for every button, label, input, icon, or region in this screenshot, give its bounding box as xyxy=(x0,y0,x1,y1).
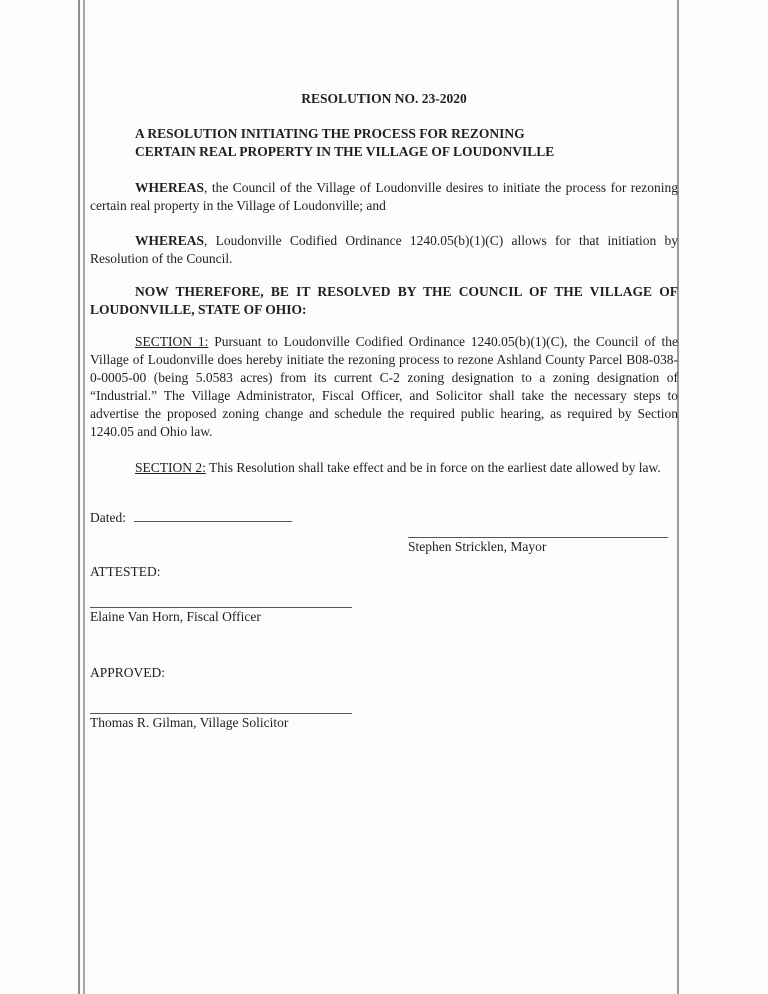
section-2-label: SECTION 2: xyxy=(135,459,206,475)
whereas-1-body: , the Council of the Village of Loudonville desires to initiate the process for rezoning certain real property in the Village of Loudonville; and xyxy=(90,180,678,213)
attested-label: ATTESTED: xyxy=(90,563,161,579)
section-1-body: Pursuant to Loudonville Codified Ordinance 1240.05(b)(1)(C), the Council of the Village of Loudonville does hereby initiate the rezoning process to rezone Ashland County Parcel B08-038-0-0005-00 (being 5.0583 acres) from its current C-2 zoning designation to a zoning designation of “Industrial.” The Village Administrator, Fiscal Officer, and Solicitor shall take the necessary steps to advertise the proposed zoning change and schedule the required public hearing, as required by Section 1240.05 and Ohio law. xyxy=(90,333,678,439)
dated-label: Dated: xyxy=(90,509,126,525)
resolution-heading xyxy=(135,125,678,161)
document-content xyxy=(90,0,678,732)
mayor-name: Stephen Stricklen, Mayor xyxy=(408,539,547,554)
mayor-signature-block xyxy=(408,537,668,556)
section-2-paragraph xyxy=(90,459,678,477)
approved-label: APPROVED: xyxy=(90,664,166,680)
fiscal-officer-name: Elaine Van Horn, Fiscal Officer xyxy=(90,608,261,624)
dated-blank-line xyxy=(134,508,292,522)
page-left-edge-outer-line xyxy=(78,0,80,994)
page-left-edge-inner-line xyxy=(83,0,85,994)
resolved-clause: NOW THEREFORE, BE IT RESOLVED BY THE COUNCIL OF THE VILLAGE OF LOUDONVILLE, STATE OF OHIO: xyxy=(90,284,678,317)
resolution-heading-line1: A RESOLUTION INITIATING THE PROCESS FOR REZONING xyxy=(135,126,525,141)
whereas-2-lead: WHEREAS xyxy=(135,233,205,248)
resolution-number-title: RESOLUTION NO. 23-2020 xyxy=(301,91,467,106)
solicitor-signature-block xyxy=(90,713,352,732)
section-2-body: This Resolution shall take effect and be in force on the earliest date allowed by law. xyxy=(205,459,661,475)
whereas-2-body: , Loudonville Codified Ordinance 1240.05(b)(1)(C) allows for that initiation by Resolution of the Council. xyxy=(90,233,678,266)
whereas-paragraph-2 xyxy=(90,232,678,268)
fiscal-officer-signature-block xyxy=(90,607,352,626)
whereas-1-lead: WHEREAS xyxy=(135,180,205,195)
section-1-paragraph xyxy=(90,333,678,441)
solicitor-name: Thomas R. Gilman, Village Solicitor xyxy=(90,714,289,730)
whereas-paragraph-1 xyxy=(90,179,678,215)
resolution-heading-line2: CERTAIN REAL PROPERTY IN THE VILLAGE OF LOUDONVILLE xyxy=(135,144,555,159)
dated-row xyxy=(90,508,678,527)
section-1-label: SECTION 1: xyxy=(135,333,209,349)
